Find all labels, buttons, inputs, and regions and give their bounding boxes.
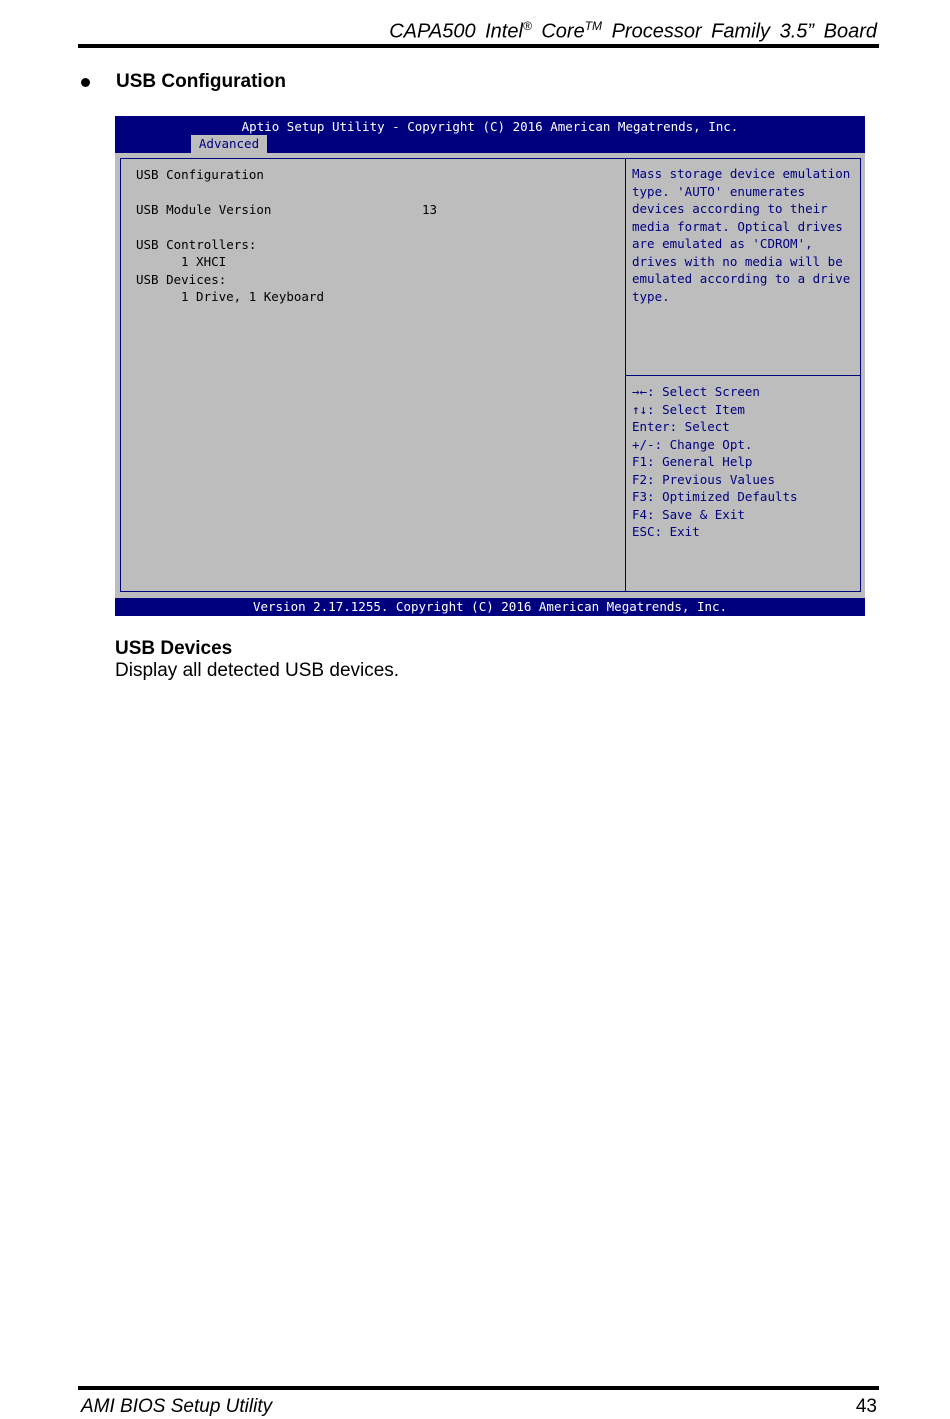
key-change-opt: +/-: Change Opt. [632, 436, 753, 452]
usb-controllers-label: USB Controllers: [136, 237, 257, 252]
page-header [78, 16, 879, 48]
description-text: Display all detected USB devices. [115, 660, 400, 681]
key-esc-exit: ESC: Exit [632, 524, 700, 539]
bios-utility-title: Aptio Setup Utility - Copyright (C) 2016 American Megatrends, Inc. [241, 119, 739, 134]
key-legend [632, 383, 798, 541]
description-title: USB Devices [115, 638, 233, 659]
bios-title-bar [115, 116, 865, 153]
bios-screenshot [115, 116, 865, 616]
bullet-icon [81, 78, 90, 87]
key-select-item: ↑↓: Select Item [632, 401, 745, 417]
usb-module-version-label: USB Module Version [136, 202, 272, 217]
usb-controllers-value: 1 XHCI [181, 254, 227, 269]
usb-configuration-heading: USB Configuration [136, 167, 264, 182]
key-previous-values: F2: Previous Values [632, 471, 775, 487]
help-text: Mass storage device emulation type. 'AUTO' enumerates devices according to their media format. Optical drives are emulated as 'CDROM', drives with no media will be emulated according to a drive type. [632, 166, 858, 304]
usb-module-version-value: 13 [422, 202, 438, 217]
bios-version-footer: Version 2.17.1255. Copyright (C) 2016 American Megatrends, Inc. [115, 598, 865, 616]
bios-keys-panel [625, 375, 861, 592]
bios-settings-panel [120, 158, 626, 592]
bios-help-panel [625, 158, 861, 376]
footer-chapter: AMI BIOS Setup Utility [81, 1396, 273, 1417]
section-heading: USB Configuration [80, 71, 286, 93]
page-number: 43 [855, 1396, 877, 1417]
key-enter-select: Enter: Select [632, 419, 730, 434]
usb-devices-value: 1 Drive, 1 Keyboard [181, 289, 324, 304]
usb-module-version-row [136, 202, 438, 217]
tab-advanced[interactable]: Advanced [191, 135, 267, 153]
page-footer [78, 1386, 879, 1417]
usb-devices-label[interactable]: USB Devices: [136, 272, 227, 287]
key-optimized-defaults: F3: Optimized Defaults [632, 489, 798, 504]
key-save-exit: F4: Save & Exit [632, 506, 745, 522]
key-general-help: F1: General Help [632, 454, 753, 469]
document-title: CAPA500 Intel® Core™ Processor Family 3.5” Board [389, 19, 877, 43]
key-select-screen: →←: Select Screen [632, 384, 760, 399]
